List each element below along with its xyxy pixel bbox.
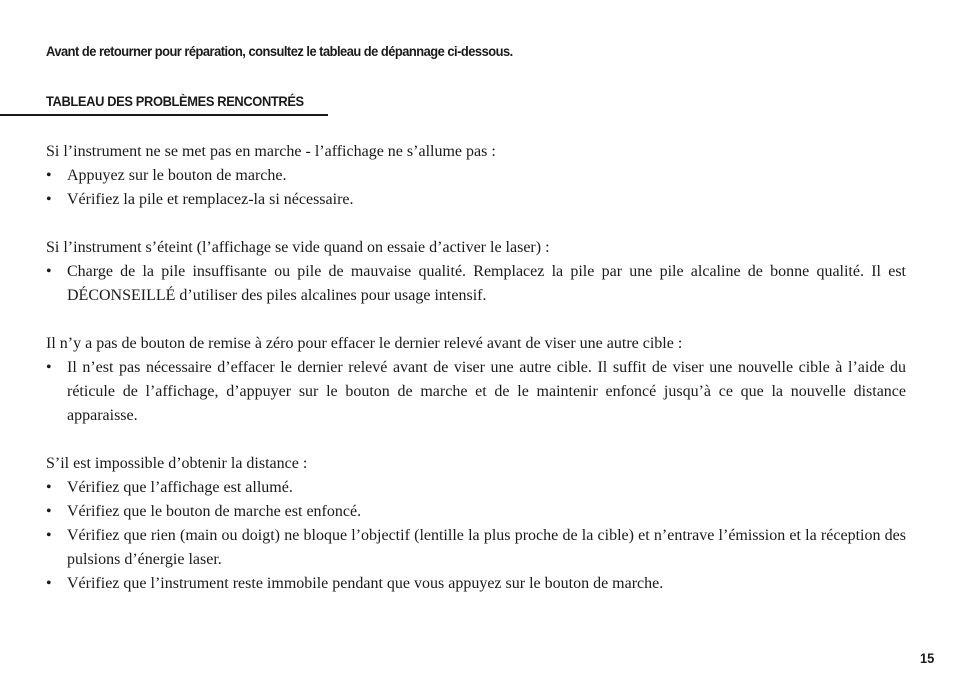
- page-number: 15: [920, 650, 935, 666]
- problem-heading: S’il est impossible d’obtenir la distance :: [46, 455, 308, 472]
- bullet-icon: •: [46, 263, 52, 280]
- bullet-icon: •: [46, 575, 52, 592]
- bullet-icon: •: [46, 167, 52, 184]
- bullet-icon: •: [46, 191, 52, 208]
- solution-text: Vérifiez que rien (main ou doigt) ne bloque l’objectif (lentille la plus proche de la cible) et n’entrave l’émission et la réception des pulsions d’énergie laser.: [67, 527, 906, 568]
- section-title: TABLEAU DES PROBLÈMES RENCONTRÉS: [46, 93, 304, 109]
- problem-heading: Il n’y a pas de bouton de remise à zéro pour effacer le dernier relevé avant de viser une autre cible :: [46, 335, 683, 352]
- solution-text: Il n’est pas nécessaire d’effacer le dernier relevé avant de viser une autre cible. Il suffit de viser une nouvelle cible à l’aide du réticule de l’affichage, d’appuyer sur le bouton de marche et de le maintenir enfoncé jusqu’à ce que la nouvelle distance apparaisse.: [67, 359, 906, 424]
- solution-item: [46, 356, 906, 428]
- problem-block-shuts-off: [46, 236, 906, 308]
- troubleshooting-content: [46, 140, 906, 620]
- solution-item: [46, 476, 906, 500]
- solution-list: [46, 260, 906, 308]
- bullet-icon: •: [46, 503, 52, 520]
- solution-text: Vérifiez que le bouton de marche est enfoncé.: [67, 503, 362, 520]
- problem-heading: Si l’instrument s’éteint (l’affichage se vide quand on essaie d’activer le laser) :: [46, 239, 550, 256]
- solution-text: Vérifiez que l’instrument reste immobile pendant que vous appuyez sur le bouton de marche.: [67, 575, 664, 592]
- solution-item: [46, 188, 906, 212]
- solution-item: [46, 500, 906, 524]
- bullet-icon: •: [46, 359, 52, 376]
- solution-text: Appuyez sur le bouton de marche.: [67, 167, 287, 184]
- solution-list: [46, 356, 906, 428]
- solution-text: Vérifiez que l’affichage est allumé.: [67, 479, 293, 496]
- solution-text: Vérifiez la pile et remplacez-la si nécessaire.: [67, 191, 354, 208]
- solution-item: [46, 164, 906, 188]
- solution-item: [46, 572, 906, 596]
- bullet-icon: •: [46, 527, 52, 544]
- problem-block-no-reset: [46, 332, 906, 428]
- solution-list: [46, 476, 906, 596]
- solution-item: [46, 260, 906, 308]
- problem-heading: Si l’instrument ne se met pas en marche - l’affichage ne s’allume pas :: [46, 143, 496, 160]
- bullet-icon: •: [46, 479, 52, 496]
- intro-text: Avant de retourner pour réparation, consultez le tableau de dépannage ci-dessous.: [46, 43, 513, 59]
- problem-block-no-power: [46, 140, 906, 212]
- solution-list: [46, 164, 906, 212]
- solution-text: Charge de la pile insuffisante ou pile de mauvaise qualité. Remplacez la pile par une pile alcaline de bonne qualité. Il est DÉCONSEILLÉ d’utiliser des piles alcalines pour usage intensif.: [67, 263, 906, 304]
- solution-item: [46, 524, 906, 572]
- problem-block-no-distance: [46, 452, 906, 596]
- title-underline: [0, 114, 328, 116]
